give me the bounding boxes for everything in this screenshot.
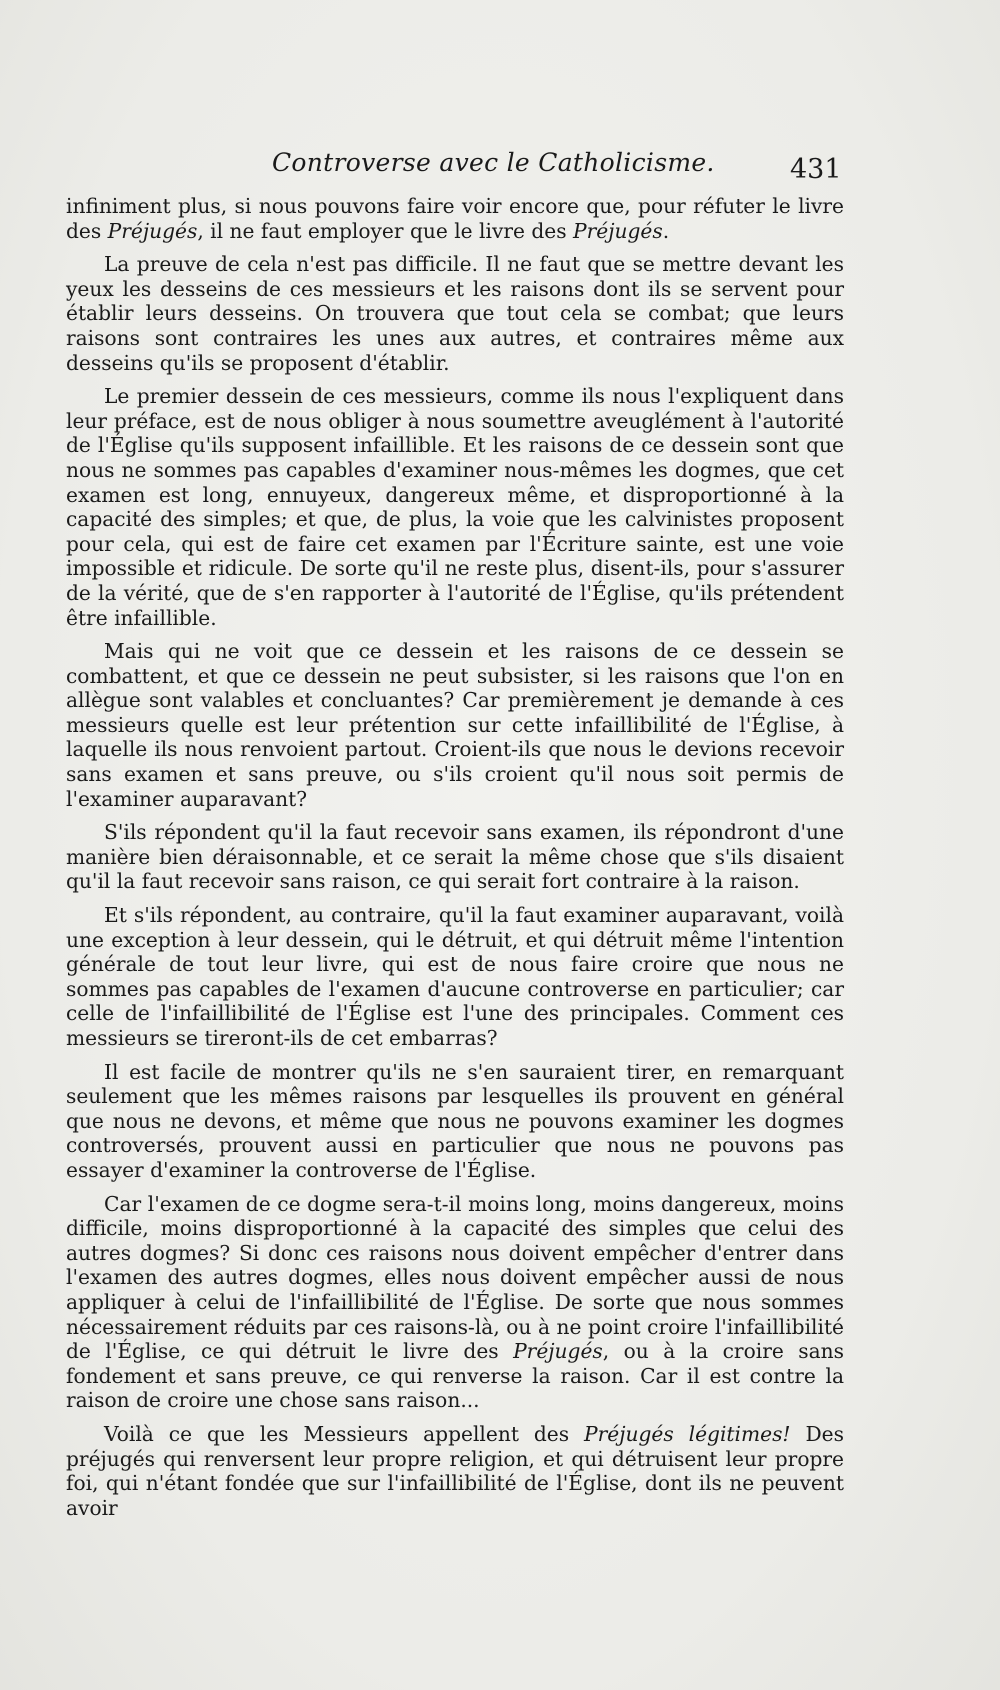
running-title: Controverse avec le Catholicisme. [272, 148, 715, 177]
page-number: 431 [790, 154, 842, 185]
paragraph-7: Il est facile de montrer qu'ils ne s'en sauraient tirer, en remarquant seulement que les mêmes raisons par lesquelles ils prouvent en général que nous ne devons, et même que nous ne pouvons examiner les dogmes controversés, prouvent aussi en particulier que nous ne pouvons pas essayer d'examiner la controverse de l'Église. [66, 1059, 844, 1182]
paragraph-8-text-a: Car l'examen de ce dogme sera-t-il moins long, moins dangereux, moins difficile, moins disproportionné à la capacité des simples que celui des autres dogmes? Si donc ces raisons nous doivent empêcher d'entrer dans l'examen des autres dogmes, elles nous doivent empêcher aussi de nous appliquer à celui de l'infaillibilité de l'Église. De sorte que nous sommes nécessairement réduits par ces raisons-là, ou à ne point croire l'infaillibilité de l'Église, ce qui détruit le livre des [66, 1191, 844, 1364]
paragraph-9 [66, 1422, 844, 1520]
paragraph-4: Mais qui ne voit que ce dessein et les raisons de ce dessein se combattent, et que ce dessein ne peut subsister, si les raisons que l'on en allègue sont valables et concluantes? Car premièrement je demande à ces messieurs quelle est leur prétention sur cette infaillibilité de l'Église, à laquelle ils nous renvoient partout. Croient-ils que nous le devions recevoir sans examen et sans preuve, ou s'ils croient qu'il nous soit permis de l'examiner auparavant? [66, 639, 844, 811]
paragraph-1-text-b: , il ne faut employer que le livre des [197, 218, 574, 243]
book-title-prejuges-legitimes: Préjugés légitimes! [584, 1421, 791, 1446]
body-text [66, 194, 844, 1520]
paragraph-6: Et s'ils répondent, au contraire, qu'il la faut examiner auparavant, voilà une exception à leur dessein, qui le détruit, et qui détruit même l'intention générale de tout leur livre, qui est de nous faire croire que nous ne sommes pas capables de l'examen d'aucune controverse en particulier; car celle de l'infaillibilité de l'Église est l'une des principales. Comment ces messieurs se tireront-ils de cet embarras? [66, 903, 844, 1050]
paragraph-1 [66, 194, 844, 243]
book-title-prejuges: Préjugés [573, 218, 663, 243]
page-header [0, 148, 1000, 188]
paragraph-9-text-b: Des préjugés qui renversent leur propre religion, et qui détruisent leur propre foi, qui n'étant fondée que sur l'infaillibilité de l'Église, dont ils ne peuvent avoir [66, 1421, 844, 1520]
book-title-prejuges: Préjugés [513, 1339, 603, 1364]
paragraph-1-text-c: . [662, 218, 670, 243]
paragraph-1-text-a: infiniment plus, si nous pouvons faire voir encore que, pour réfuter le livre des [66, 194, 844, 243]
paragraph-2: La preuve de cela n'est pas difficile. Il ne faut que se mettre devant les yeux les desseins de ces messieurs et les raisons dont ils se servent pour établir leurs desseins. On trouvera que tout cela se combat; que leurs raisons sont contraires les unes aux autres, et contraires même aux desseins qu'ils se proposent d'établir. [66, 252, 844, 375]
paragraph-9-text-a: Voilà ce que les Messieurs appellent des [104, 1421, 585, 1446]
paragraph-3: Le premier dessein de ces messieurs, comme ils nous l'expliquent dans leur préface, est de nous obliger à nous soumettre aveuglément à l'autorité de l'Église qu'ils supposent infaillible. Et les raisons de ce dessein sont que nous ne sommes pas capables d'examiner nous-mêmes les dogmes, que cet examen est long, ennuyeux, dangereux même, et disproportionné à la capacité des simples; et que, de plus, la voie que les calvinistes proposent pour cela, qui est de faire cet examen par l'Écriture sainte, est une voie impossible et ridicule. De sorte qu'il ne reste plus, disent-ils, pour s'assurer de la vérité, que de s'en rapporter à l'autorité de l'Église, qu'ils prétendent être infaillible. [66, 384, 844, 630]
paragraph-5: S'ils répondent qu'il la faut recevoir sans examen, ils répondront d'une manière bien déraisonnable, et ce serait la même chose que s'ils disaient qu'il la faut recevoir sans raison, ce qui serait fort contraire à la raison. [66, 820, 844, 894]
paragraph-8-text-b: , ou à la croire sans fondement et sans preuve, ce qui renverse la raison. Car il est contre la raison de croire une chose sans raison... [66, 1339, 844, 1413]
paragraph-8 [66, 1192, 844, 1413]
book-title-prejuges: Préjugés [107, 218, 198, 243]
